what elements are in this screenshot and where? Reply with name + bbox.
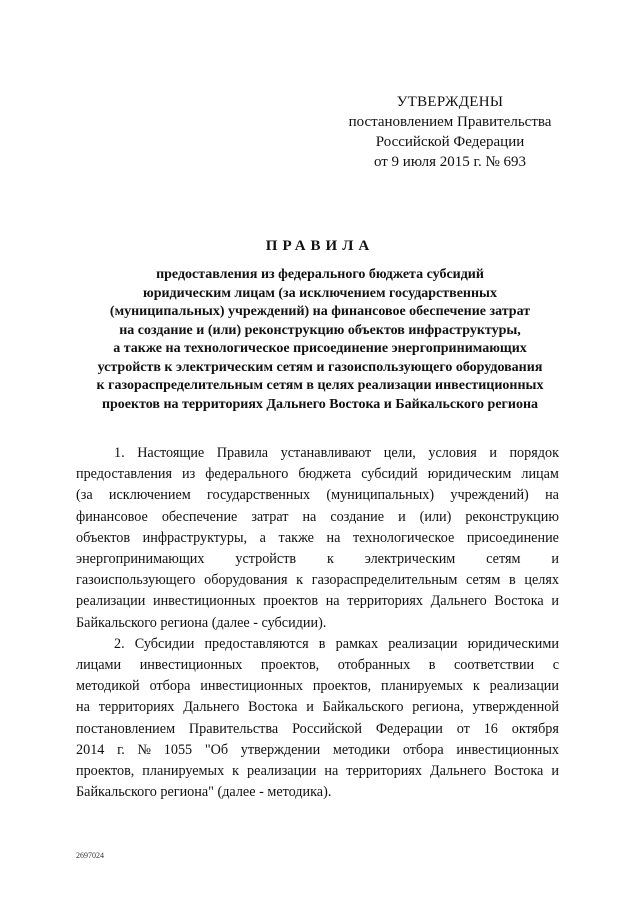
body-line: объектов инфраструктуры, а также на технологическое присоединение bbox=[76, 529, 559, 546]
body-line: Байкальского региона (далее - субсидии). bbox=[76, 614, 327, 631]
body-line: реализации инвестиционных проектов на территориях Дальнего Востока и bbox=[76, 593, 559, 610]
subtitle-line: проектов на территориях Дальнего Востока и Байкальского региона bbox=[101, 396, 539, 412]
approval-line: постановлением Правительства bbox=[348, 114, 552, 130]
approval-line: от 9 июля 2015 г. № 693 bbox=[373, 154, 527, 170]
body-line: предоставления из федерального бюджета субсидий юридическим лицам bbox=[76, 466, 559, 483]
document-title: ПРАВИЛА bbox=[265, 238, 375, 254]
body-line: газоиспользующего оборудования к газораспределительным сетям в целях bbox=[76, 572, 559, 589]
body-line: на территориях Дальнего Востока и Байкальского региона, утвержденной bbox=[76, 699, 559, 716]
body-line: методикой отбора инвестиционных проектов, планируемых к реализации bbox=[76, 678, 559, 695]
paragraph-2 bbox=[76, 634, 559, 804]
body-line: проектов, планируемых к реализации на территориях Дальнего Востока и bbox=[76, 763, 559, 780]
approval-title: УТВЕРЖДЕНЫ bbox=[396, 94, 504, 110]
approval-stamp bbox=[330, 92, 570, 172]
body-line: (за исключением государственных (муниципальных) учреждений) на bbox=[76, 487, 559, 504]
subtitle-line: на создание и (или) реконструкцию объектов инфраструктуры, bbox=[119, 322, 521, 338]
body-line: 2014 г. № 1055 "Об утверждении методики отбора инвестиционных bbox=[76, 741, 559, 758]
subtitle-line: устройств к электрическим сетям и газоиспользующего оборудования bbox=[97, 359, 543, 375]
subtitle-line: к газораспределительным сетям в целях реализации инвестиционных bbox=[96, 378, 544, 393]
subtitle-line: а также на технологическое присоединение энергопринимающих bbox=[113, 341, 527, 356]
document-code: 2697024 bbox=[76, 851, 104, 860]
document-body bbox=[76, 443, 559, 803]
body-line: Байкальского региона" (далее - методика). bbox=[76, 784, 332, 801]
subtitle-line: (муниципальных) учреждений) на финансовое обеспечение затрат bbox=[109, 304, 531, 319]
body-line: 2. Субсидии предоставляются в рамках реализации юридическими bbox=[114, 635, 559, 652]
approval-line: Российской Федерации bbox=[375, 134, 525, 150]
body-line: постановлением Правительства Российской Федерации от 16 октября bbox=[76, 720, 559, 737]
body-line: энергопринимающих устройств к электрическим сетям и bbox=[76, 551, 559, 568]
body-line: финансовое обеспечение затрат на создание и (или) реконструкцию bbox=[76, 508, 559, 525]
subtitle-line: юридическим лицам (за исключением государственных bbox=[143, 285, 497, 301]
body-line: 1. Настоящие Правила устанавливают цели, условия и порядок bbox=[114, 445, 559, 461]
subtitle-line: предоставления из федерального бюджета субсидий bbox=[156, 267, 484, 282]
body-line: лицами инвестиционных проектов, отобранных в соответствии с bbox=[76, 657, 559, 674]
document-subtitle bbox=[60, 266, 580, 414]
paragraph-1 bbox=[76, 443, 559, 634]
